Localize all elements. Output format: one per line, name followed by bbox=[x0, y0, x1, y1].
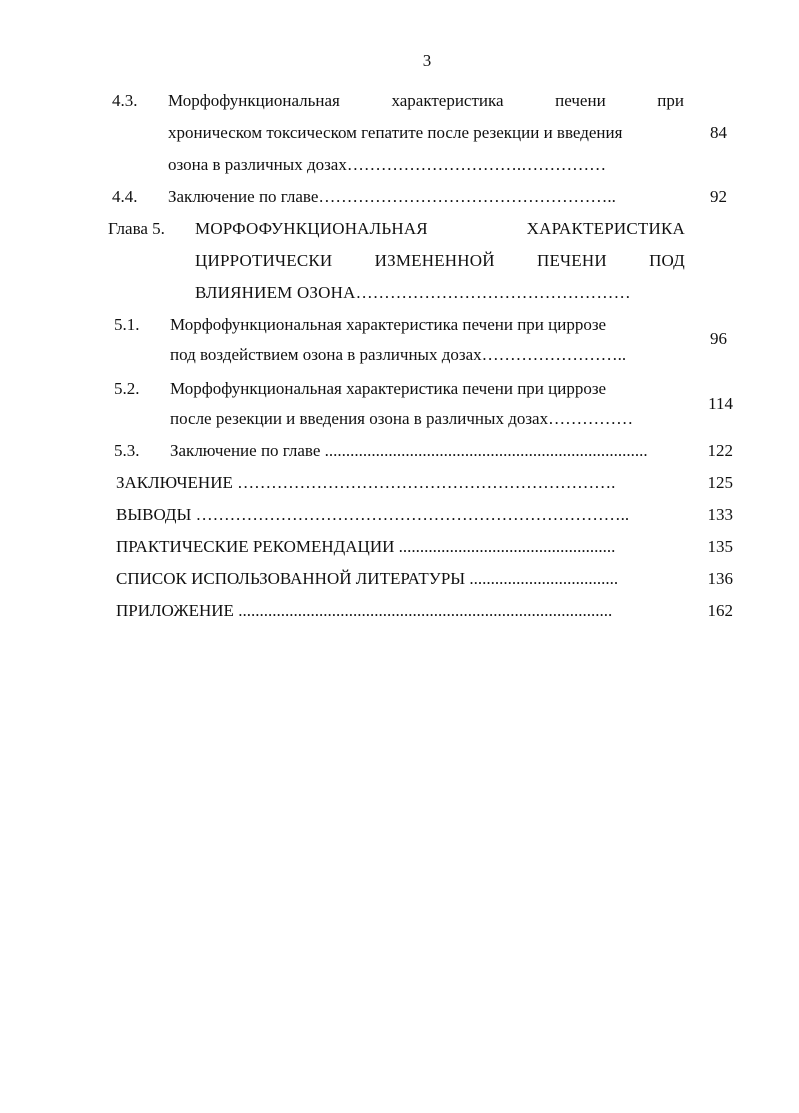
entry-page: 84 bbox=[710, 123, 727, 142]
entry-number: 5.3. bbox=[114, 441, 140, 460]
entry-title-line-1: Морфофункциональная характеристика печени при циррозе bbox=[170, 379, 607, 398]
word: ЦИРРОТИЧЕСКИ bbox=[195, 251, 333, 270]
entry-number: 4.3. bbox=[112, 91, 138, 110]
entry-title-line-3: озона в различных дозах………………………….…………… bbox=[168, 155, 607, 174]
entry-number: 5.2. bbox=[114, 379, 140, 398]
entry-page: 135 bbox=[707, 537, 733, 556]
word: характеристика bbox=[391, 91, 504, 110]
chapter-label: Глава 5. bbox=[108, 219, 165, 238]
entry-page: 162 bbox=[707, 601, 733, 620]
entry-page: 114 bbox=[708, 394, 733, 413]
word: ПЕЧЕНИ bbox=[536, 251, 607, 270]
entry-title-line-1 bbox=[168, 91, 684, 111]
entry-title: ПРАКТИЧЕСКИЕ РЕКОМЕНДАЦИИ ................................................... bbox=[116, 537, 616, 556]
word: МОРФОФУНКЦИОНАЛЬНАЯ bbox=[195, 219, 428, 238]
entry-number: 5.1. bbox=[114, 315, 140, 334]
entry-title-line-2: после резекции и введения озона в различных дозах…………… bbox=[170, 409, 634, 428]
word: печени bbox=[555, 91, 606, 110]
word: ПОД bbox=[649, 251, 685, 270]
entry-page: 96 bbox=[710, 329, 727, 348]
entry-number: 4.4. bbox=[112, 187, 138, 206]
entry-page: 133 bbox=[707, 505, 733, 524]
entry-page: 122 bbox=[707, 441, 733, 460]
chapter-title-line-2 bbox=[195, 251, 685, 271]
entry-title-line-2: под воздействием озона в различных дозах…………………….. bbox=[170, 345, 627, 364]
entry-title: ВЫВОДЫ ………………………………………………………………….. bbox=[116, 505, 630, 524]
entry-title-line-1: Морфофункциональная характеристика печени при циррозе bbox=[170, 315, 607, 334]
entry-title-line-2: хроническом токсическом гепатите после резекции и введения bbox=[168, 123, 623, 142]
entry-page: 136 bbox=[707, 569, 733, 588]
entry-title: ЗАКЛЮЧЕНИЕ …………………………………………………………. bbox=[116, 473, 616, 492]
entry-title: ПРИЛОЖЕНИЕ ........................................................................................ bbox=[116, 601, 613, 620]
word: ИЗМЕНЕННОЙ bbox=[374, 251, 495, 270]
entry-page: 92 bbox=[710, 187, 727, 206]
entry-title: СПИСОК ИСПОЛЬЗОВАННОЙ ЛИТЕРАТУРЫ ................................... bbox=[116, 569, 619, 588]
chapter-title-line-3: ВЛИЯНИЕМ ОЗОНА………………………………………… bbox=[195, 283, 631, 302]
chapter-title-line-1 bbox=[195, 219, 685, 239]
word: ХАРАКТЕРИСТИКА bbox=[526, 219, 685, 238]
entry-title: Заключение по главе ............................................................................ bbox=[170, 441, 648, 460]
entry-page: 125 bbox=[707, 473, 733, 492]
word: Морфофункциональная bbox=[168, 91, 340, 110]
word: при bbox=[657, 91, 684, 110]
entry-title: Заключение по главе…………………………………………….. bbox=[168, 187, 616, 206]
page-number: 3 bbox=[422, 51, 432, 70]
